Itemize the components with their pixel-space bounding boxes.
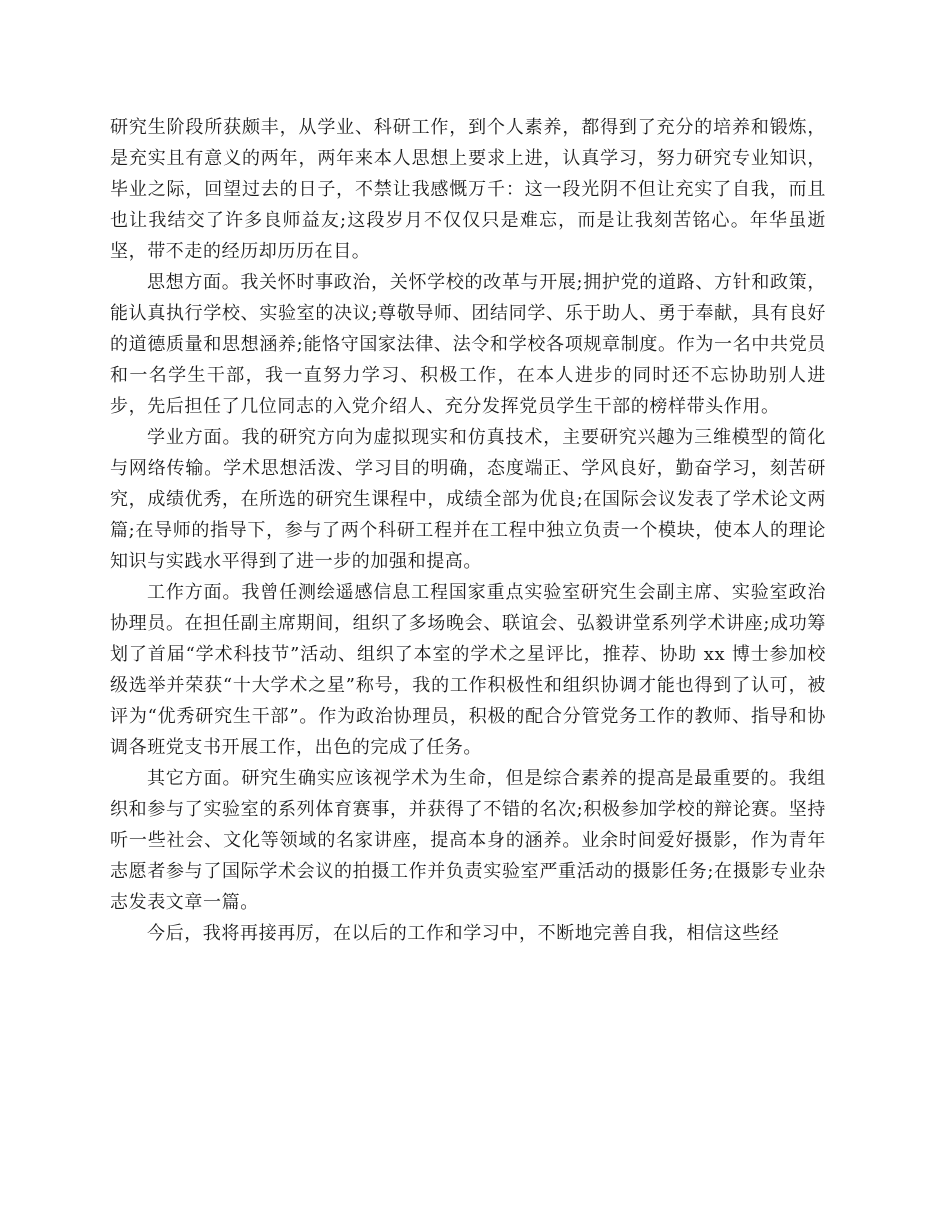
document-body	[110, 112, 826, 949]
paragraph-ideology: 思想方面。我关怀时事政治，关怀学校的改革与开展;拥护党的道路、方针和政策，能认真执行学校、实验室的决议;尊敬导师、团结同学、乐于助人、勇于奉献，具有良好的道德质量和思想涵养;能恪守国家法律、法令和学校各项规章制度。作为一名中共党员和一名学生干部，我一直努力学习、积极工作，在本人进步的同时还不忘协助别人进步，先后担任了几位同志的入党介绍人、充分发挥党员学生干部的榜样带头作用。	[110, 272, 826, 417]
paragraph-other: 其它方面。研究生确实应该视学术为生命，但是综合素养的提高是最重要的。我组织和参与了实验室的系列体育赛事，并获得了不错的名次;积极参加学校的辩论赛。坚持听一些社会、文化等领域的名家讲座，提高本身的涵养。业余时间爱好摄影，作为青年志愿者参与了国际学术会议的拍摄工作并负责实验室严重活动的摄影任务;在摄影专业杂志发表文章一篇。	[110, 768, 826, 913]
paragraph-work: 工作方面。我曾任测绘遥感信息工程国家重点实验室研究生会副主席、实验室政治协理员。在担任副主席期间，组织了多场晚会、联谊会、弘毅讲堂系列学术讲座;成功筹划了首届“学术科技节”活动、组织了本室的学术之星评比，推荐、协助 xx 博士参加校级选举并荣获“十大学术之星”称号，我的工作积极性和组织协调才能也得到了认可，被评为“优秀研究生干部”。作为政治协理员，积极的配合分管党务工作的教师、指导和协调各班党支书开展工作，出色的完成了任务。	[110, 582, 826, 758]
paragraph-intro: 研究生阶段所获颇丰，从学业、科研工作，到个人素养，都得到了充分的培养和锻炼，是充实且有意义的两年，两年来本人思想上要求上进，认真学习，努力研究专业知识，毕业之际，回望过去的日子，不禁让我感慨万千：这一段光阴不但让充实了自我，而且也让我结交了许多良师益友;这段岁月不仅仅只是难忘，而是让我刻苦铭心。年华虽逝坚，带不走的经历却历历在目。	[110, 117, 826, 262]
paragraph-academics: 学业方面。我的研究方向为虚拟现实和仿真技术，主要研究兴趣为三维模型的简化与网络传输。学术思想活泼、学习目的明确，态度端正、学风良好，勤奋学习，刻苦研究，成绩优秀，在所选的研究生课程中，成绩全部为优良;在国际会议发表了学术论文两篇;在导师的指导下，参与了两个科研工程并在工程中独立负责一个模块，使本人的理论知识与实践水平得到了进一步的加强和提高。	[110, 427, 826, 572]
paragraph-future: 今后，我将再接再厉，在以后的工作和学习中，不断地完善自我，相信这些经	[147, 923, 780, 944]
